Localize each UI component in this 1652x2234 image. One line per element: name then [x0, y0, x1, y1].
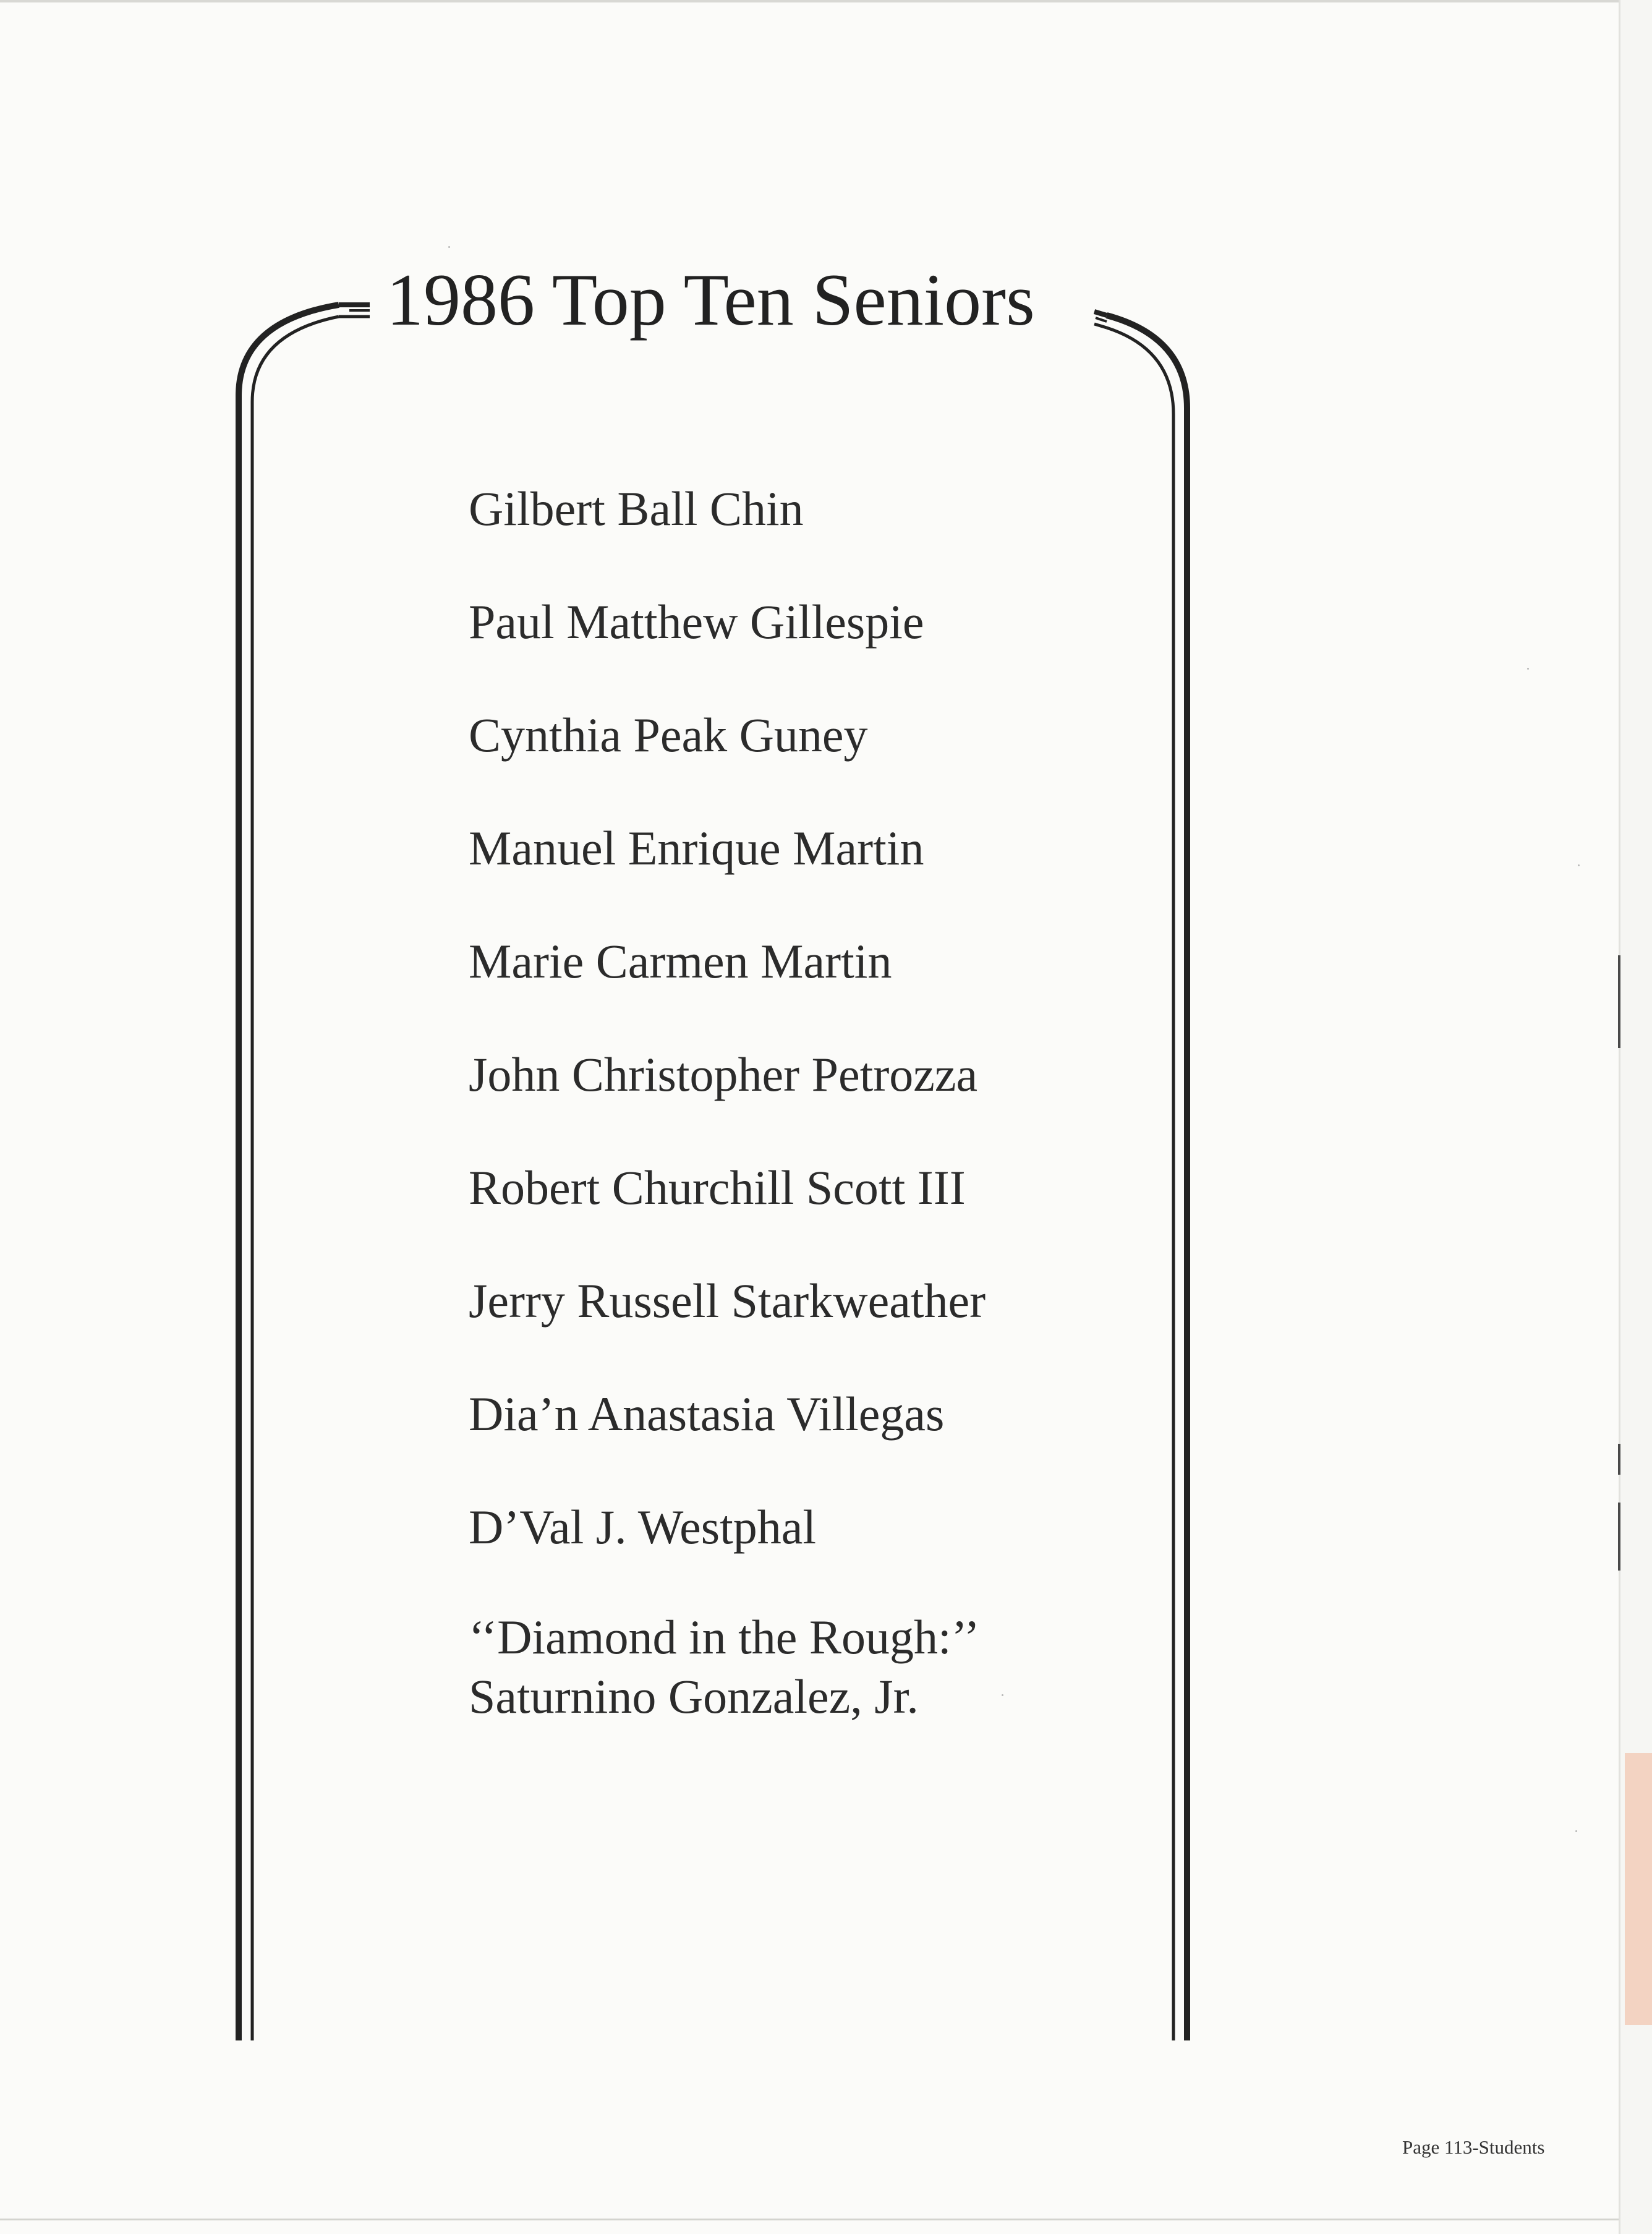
page-footer: Page 113-Students: [1402, 2136, 1545, 2158]
list-item: Cynthia Peak Guney: [469, 708, 868, 762]
list-item: Jerry Russell Starkweather: [469, 1274, 986, 1328]
list-item: Paul Matthew Gillespie: [469, 595, 924, 649]
list-item: Gilbert Ball Chin: [469, 482, 804, 535]
scan-speck: [1578, 864, 1580, 866]
list-item: D’Val J. Westphal: [469, 1500, 817, 1554]
page-title: 1986 Top Ten Seniors: [386, 258, 1035, 341]
list-item: Dia’n Anastasia Villegas: [469, 1387, 945, 1441]
honoree-list: [469, 479, 986, 1611]
list-item: Marie Carmen Martin: [469, 934, 892, 988]
scan-speck: [448, 246, 450, 248]
special-award-label: ‘‘Diamond in the Rough:’’: [469, 1610, 980, 1664]
special-award: [469, 1608, 980, 1726]
scan-speck: [1575, 1830, 1577, 1832]
list-item: John Christopher Petrozza: [469, 1047, 978, 1101]
list-item: Manuel Enrique Martin: [469, 821, 924, 875]
list-item: Robert Churchill Scott III: [469, 1161, 966, 1214]
special-award-name: Saturnino Gonzalez, Jr.: [469, 1669, 919, 1723]
scan-speck: [1002, 1694, 1003, 1696]
scan-speck: [1527, 668, 1529, 670]
